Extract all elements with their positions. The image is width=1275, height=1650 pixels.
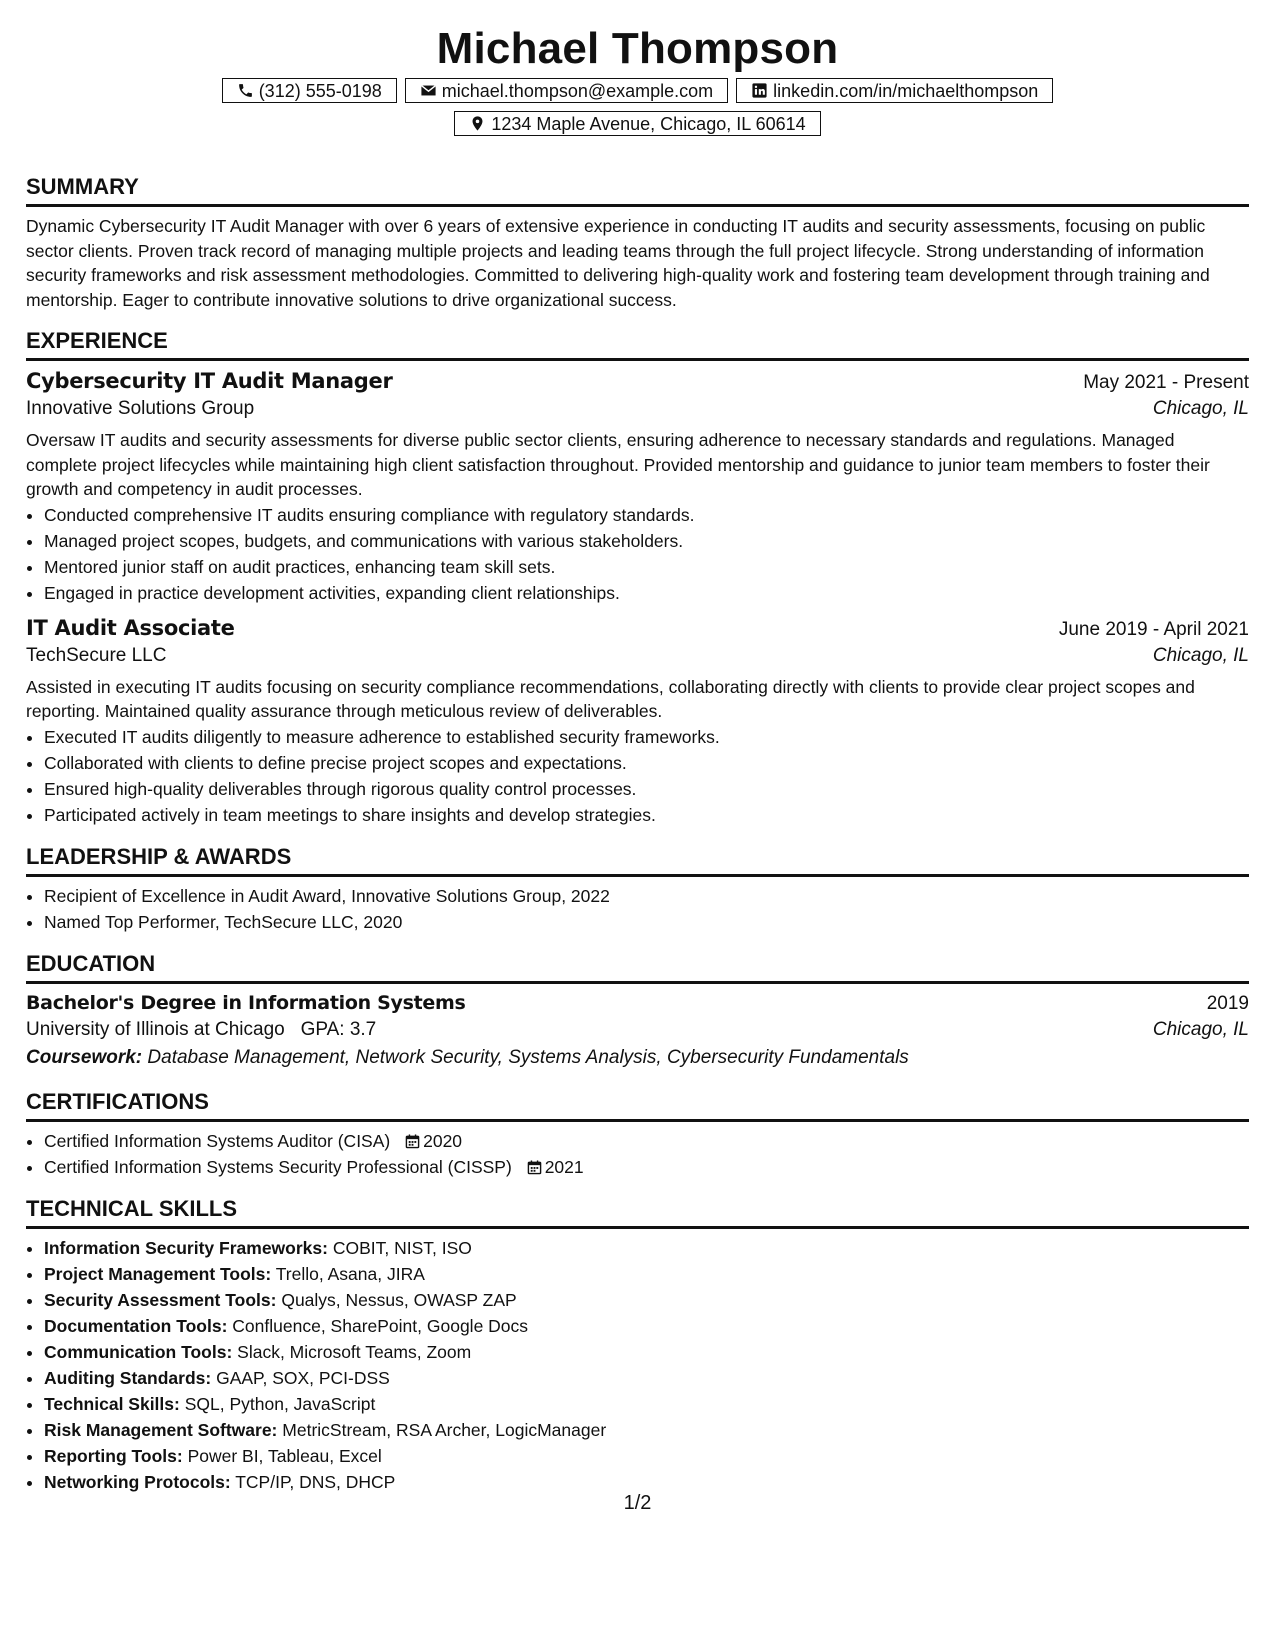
skill-value: GAAP, SOX, PCI-DSS: [216, 1367, 390, 1388]
experience-heading: EXPERIENCE: [26, 328, 1249, 361]
certification-item: [44, 1128, 1249, 1154]
leadership-list: [26, 883, 1249, 935]
skill-value: MetricStream, RSA Archer, LogicManager: [282, 1419, 607, 1440]
envelope-icon: [420, 82, 437, 99]
address-text: 1234 Maple Avenue, Chicago, IL 60614: [491, 113, 806, 134]
list-item: • Conducted comprehensive IT audits ensuring compliance with regulatory standards.: [44, 502, 1249, 528]
job-company: Innovative Solutions Group: [26, 398, 255, 419]
list-item: • Managed project scopes, budgets, and communications with various stakeholders.: [44, 528, 1249, 554]
skill-label: Security Assessment Tools:: [44, 1289, 277, 1310]
job-bullets: [26, 724, 1249, 828]
address-chip[interactable]: [454, 111, 820, 136]
skill-label: Technical Skills:: [44, 1393, 180, 1414]
skill-item: [44, 1443, 1249, 1469]
summary-text: Dynamic Cybersecurity IT Audit Manager with over 6 years of extensive experience in conducting IT audits and security assessments, focusing on public sector clients. Proven track record of managing multiple projects and leading teams through the full project lifecycle. Strong understanding of information security frameworks and risk assessment methodologies. Committed to delivering high-quality work and fostering team development through training and mentorship. Eager to contribute innovative solutions to drive organizational success.: [26, 216, 1210, 310]
school-name: University of Illinois at Chicago: [26, 1018, 285, 1040]
phone-text: (312) 555-0198: [258, 80, 382, 101]
job-dates: May 2021 - Present: [1083, 372, 1249, 393]
address-row: [26, 111, 1249, 136]
skill-value: Trello, Asana, JIRA: [275, 1263, 425, 1284]
skill-item: [44, 1417, 1249, 1443]
job-entry: [26, 369, 1249, 606]
list-item: • Engaged in practice development activities, expanding client relationships.: [44, 580, 1249, 606]
job-title: IT Audit Associate: [26, 615, 235, 640]
skill-item: [44, 1235, 1249, 1261]
phone-icon: [237, 82, 254, 99]
certification-name: Certified Information Systems Security Professional (CISSP): [44, 1156, 512, 1177]
school-location: Chicago, IL: [1152, 1018, 1249, 1040]
certification-year: 2021: [544, 1156, 584, 1177]
candidate-name: Michael Thompson: [436, 24, 839, 73]
list-item: • Participated actively in team meetings to share insights and develop strategies.: [44, 802, 1249, 828]
phone-chip[interactable]: [222, 78, 397, 103]
graduation-year: 2019: [1206, 992, 1249, 1014]
skill-item: [44, 1339, 1249, 1365]
education-heading: EDUCATION: [26, 951, 1249, 984]
job-location: Chicago, IL: [1152, 398, 1249, 419]
list-item: • Collaborated with clients to define precise project scopes and expectations.: [44, 750, 1249, 776]
job-description: Assisted in executing IT audits focusing on security compliance recommendations, collaborating directly with clients to provide clear project scopes and reporting. Maintained quality assurance through meticulous review of deliverables.: [26, 676, 1195, 721]
skill-value: SQL, Python, JavaScript: [184, 1393, 376, 1414]
skill-item: [44, 1469, 1249, 1495]
calendar-icon: [527, 1160, 542, 1175]
linkedin-text: linkedin.com/in/michaelthompson: [773, 80, 1039, 101]
skill-item: [44, 1365, 1249, 1391]
calendar-icon: [405, 1134, 420, 1149]
list-item: • Mentored junior staff on audit practices, enhancing team skill sets.: [44, 554, 1249, 580]
linkedin-chip[interactable]: [736, 78, 1053, 103]
job-location: Chicago, IL: [1152, 644, 1249, 666]
list-item: • Named Top Performer, TechSecure LLC, 2020: [44, 909, 1249, 935]
summary-heading: SUMMARY: [26, 174, 1249, 207]
gpa: GPA: 3.7: [300, 1018, 377, 1040]
page-number: 1/2: [623, 1492, 652, 1514]
skill-label: Communication Tools:: [44, 1341, 233, 1362]
job-company: TechSecure LLC: [26, 644, 167, 666]
list-item: • Recipient of Excellence in Audit Award, Innovative Solutions Group, 2022: [44, 883, 1249, 909]
email-chip[interactable]: [405, 78, 728, 103]
skill-value: COBIT, NIST, ISO: [332, 1237, 472, 1258]
skill-value: Confluence, SharePoint, Google Docs: [232, 1315, 529, 1336]
job-description: Oversaw IT audits and security assessments for diverse public sector clients, ensuring adherence to necessary standards and regulations. Managed complete project lifecycles while maintaining high client satisfaction throughout. Provided mentorship and guidance to junior team members to foster their growth and competency in audit processes.: [26, 430, 1210, 499]
job-title: Cybersecurity IT Audit Manager: [26, 369, 393, 393]
certification-year: 2020: [423, 1130, 463, 1151]
certification-item: [44, 1154, 1249, 1180]
certifications-list: [26, 1128, 1249, 1180]
contact-row: [26, 78, 1249, 103]
skill-value: Qualys, Nessus, OWASP ZAP: [281, 1289, 517, 1310]
skill-item: [44, 1313, 1249, 1339]
coursework-text: Database Management, Network Security, Systems Analysis, Cybersecurity Fundamentals: [147, 1046, 909, 1068]
skill-item: [44, 1261, 1249, 1287]
skill-label: Networking Protocols:: [44, 1471, 231, 1492]
job-dates: June 2019 - April 2021: [1058, 618, 1249, 640]
skill-label: Information Security Frameworks:: [44, 1237, 328, 1258]
list-item: • Ensured high-quality deliverables through rigorous quality control processes.: [44, 776, 1249, 802]
skill-label: Documentation Tools:: [44, 1315, 228, 1336]
skill-value: Power BI, Tableau, Excel: [187, 1445, 382, 1466]
resume-page: [26, 0, 1249, 1495]
skill-label: Auditing Standards:: [44, 1367, 212, 1388]
coursework-line: [26, 1047, 1249, 1069]
certifications-heading: CERTIFICATIONS: [26, 1089, 1249, 1122]
school-line: [26, 1019, 376, 1041]
skill-label: Reporting Tools:: [44, 1445, 183, 1466]
skills-list: [26, 1235, 1249, 1495]
skill-item: [44, 1287, 1249, 1313]
education-entry: [26, 992, 1249, 1069]
email-text: michael.thompson@example.com: [441, 80, 714, 101]
skills-heading: TECHNICAL SKILLS: [26, 1196, 1249, 1229]
skill-value: TCP/IP, DNS, DHCP: [235, 1471, 396, 1492]
skill-item: [44, 1391, 1249, 1417]
leadership-heading: LEADERSHIP & AWARDS: [26, 844, 1249, 877]
map-pin-icon: [469, 115, 486, 132]
coursework-label: Coursework:: [26, 1046, 143, 1068]
degree: Bachelor's Degree in Information Systems: [26, 991, 466, 1014]
skill-value: Slack, Microsoft Teams, Zoom: [237, 1341, 472, 1362]
certification-name: Certified Information Systems Auditor (CISA): [44, 1130, 391, 1151]
skill-label: Project Management Tools:: [44, 1263, 272, 1284]
job-bullets: [26, 502, 1249, 606]
job-entry: [26, 616, 1249, 828]
skill-label: Risk Management Software:: [44, 1419, 278, 1440]
list-item: • Executed IT audits diligently to measure adherence to established security frameworks.: [44, 724, 1249, 750]
linkedin-icon: [751, 82, 768, 99]
